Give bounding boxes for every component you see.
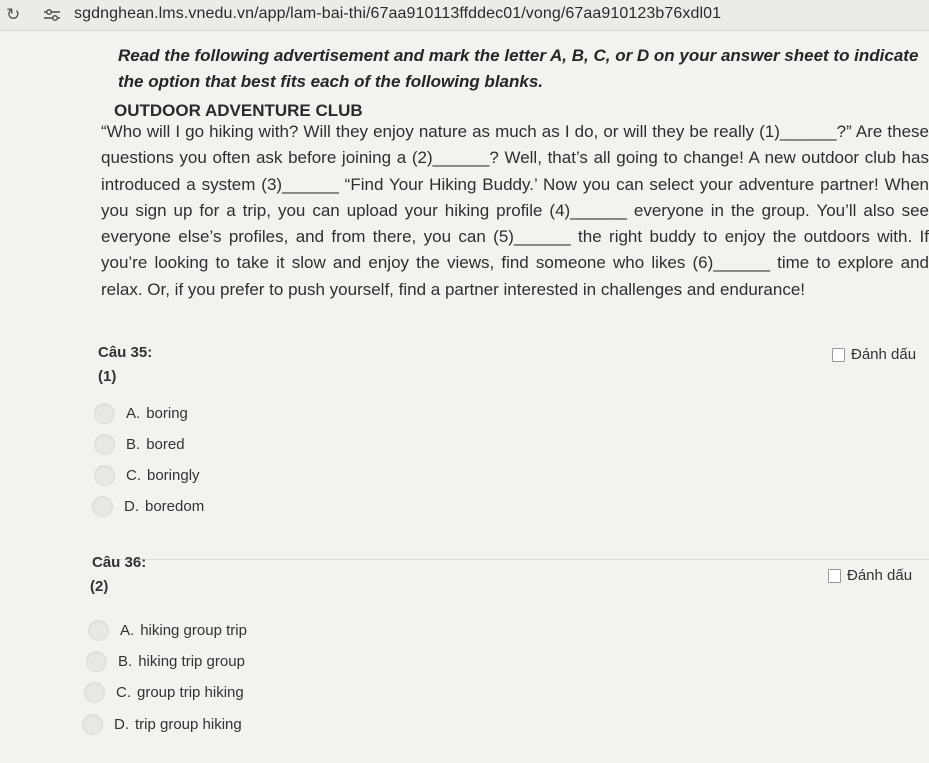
option-text: trip group hiking — [135, 716, 242, 733]
bookmark-checkbox-icon[interactable] — [832, 348, 845, 362]
radio-button[interactable] — [94, 434, 115, 455]
radio-button[interactable] — [92, 496, 113, 517]
option-letter: D. — [114, 716, 129, 733]
passage-title: OUTDOOR ADVENTURE CLUB — [114, 101, 363, 120]
radio-button[interactable] — [94, 403, 115, 424]
passage-paragraph: “Who will I go hiking with? Will they enjoy nature as much as I do, or will they be really (1)______?” Are these questions you often ask before joining a (2)______? Well, that’s all going to change! A new outdoor club has introduced a system (3)______ “Find Your Hiking Buddy.’ Now you can select your adventure partner! When you sign up for a trip, you can upload your hiking profile (4)______ everyone in the group. You’ll also see everyone else’s profiles, and from there, you can (5)______ the right buddy to enjoy the outdoors with. If you’re looking to take it slow and enjoy the views, find someone who likes (6)______ time to explore and relax. Or, if you prefer to push yourself, find a partner interested in challenges and endurance! — [101, 122, 929, 299]
option-letter: A. — [120, 622, 135, 639]
flag-label: Đánh dấu — [847, 567, 913, 584]
option-letter: D. — [124, 498, 139, 515]
instructions: Read the following advertisement and mark the letter A, B, C, or D on your answer sheet to indicate the option that best fits each of the following blanks. — [118, 46, 919, 91]
url-text[interactable]: sgdnghean.lms.vnedu.vn/app/lam-bai-thi/67aa910113ffddec01/vong/67aa910123b76xdl01 — [74, 5, 722, 22]
option-letter: C. — [116, 684, 131, 701]
question-35-option-b[interactable] — [94, 434, 185, 455]
bookmark-checkbox-icon[interactable] — [828, 569, 841, 583]
option-text: bored — [146, 436, 185, 453]
option-text: hiking group trip — [140, 622, 247, 639]
flag-label: Đánh dấu — [851, 346, 917, 363]
option-text: hiking trip group — [138, 653, 245, 670]
question-35-option-d[interactable] — [92, 496, 204, 517]
radio-button[interactable] — [88, 620, 109, 641]
question-36-option-d[interactable] — [82, 714, 242, 735]
option-letter: C. — [126, 467, 141, 484]
exam-content — [0, 30, 929, 763]
radio-button[interactable] — [94, 465, 115, 486]
site-settings-icon[interactable] — [42, 7, 62, 23]
option-letter: B. — [118, 653, 133, 670]
question-36-option-c[interactable] — [84, 682, 244, 703]
question-35-flag[interactable] — [832, 346, 916, 363]
question-35-option-c[interactable] — [94, 465, 200, 486]
question-36-title: Câu 36: — [92, 554, 147, 571]
question-36-option-a[interactable] — [88, 620, 247, 641]
question-36-blank: (2) — [90, 578, 109, 595]
passage-text — [101, 119, 929, 303]
question-36-option-b[interactable] — [86, 651, 245, 672]
option-text: boringly — [147, 467, 200, 484]
radio-button[interactable] — [86, 651, 107, 672]
radio-button[interactable] — [82, 714, 103, 735]
question-36-flag[interactable] — [828, 567, 912, 584]
question-divider — [96, 559, 929, 560]
option-letter: B. — [126, 436, 141, 453]
option-text: boredom — [145, 498, 205, 515]
question-35-title: Câu 35: — [98, 344, 153, 361]
radio-button[interactable] — [84, 682, 105, 703]
option-letter: A. — [126, 405, 141, 422]
browser-url-bar — [0, 0, 929, 31]
option-text: group trip hiking — [137, 684, 244, 701]
question-35-blank: (1) — [98, 368, 117, 385]
option-text: boring — [146, 405, 188, 422]
question-35-option-a[interactable] — [94, 403, 188, 424]
reload-icon[interactable]: ↻ — [6, 5, 21, 24]
